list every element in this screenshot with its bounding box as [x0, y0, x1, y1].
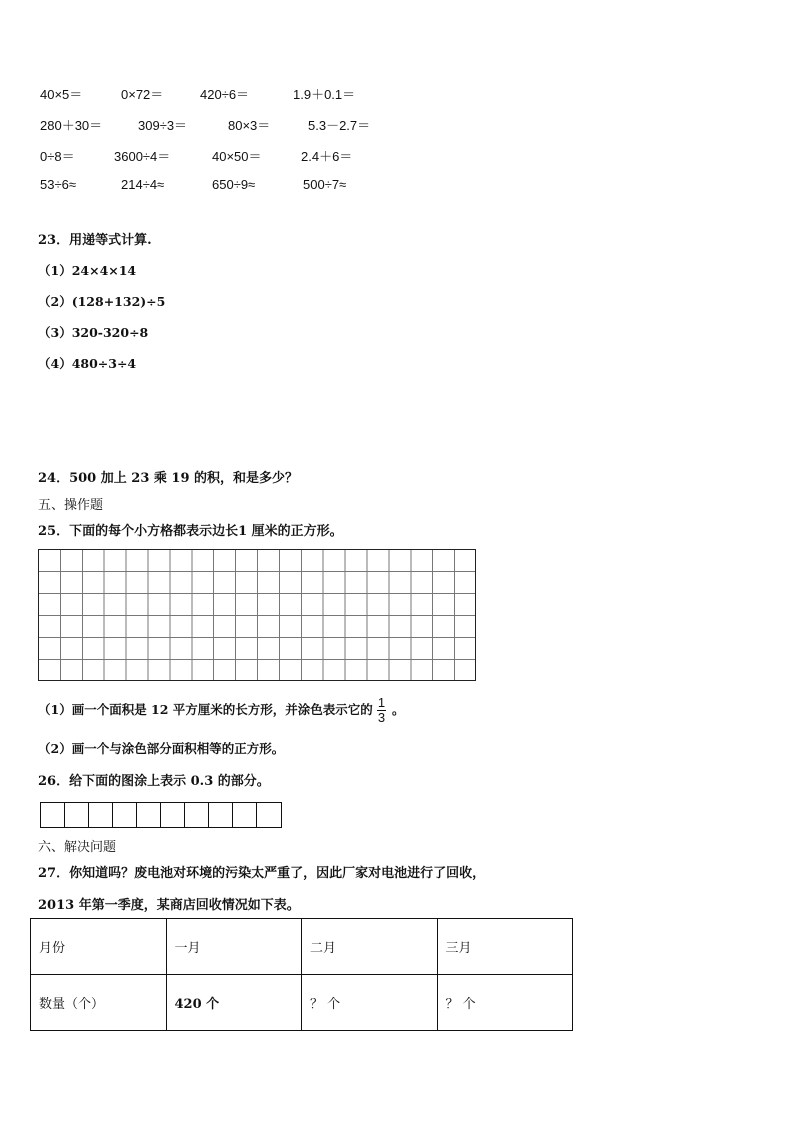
question-26-title: 26．给下面的图涂上表示 0.3 的部分。: [38, 774, 270, 789]
calc-item: 280＋30＝: [40, 118, 103, 133]
recycling-table: [30, 918, 573, 1031]
section-5-heading: 五、操作题: [38, 498, 104, 513]
table-cell: 一月: [166, 919, 302, 975]
question-25-sub-1-text: （1）画一个面积是 12 平方厘米的长方形，并涂色表示它的: [38, 702, 373, 717]
strip-cell[interactable]: [209, 803, 233, 827]
strip-cell[interactable]: [113, 803, 137, 827]
fraction-numerator: 1: [377, 695, 386, 710]
strip-cell[interactable]: [65, 803, 89, 827]
table-cell: 月份: [31, 919, 167, 975]
question-25-sub-1-end: 。: [392, 702, 405, 717]
calc-item: 2.4＋6＝: [301, 149, 353, 164]
calc-item: 40×50＝: [212, 149, 262, 164]
decimal-strip: [40, 802, 282, 828]
strip-cell[interactable]: [89, 803, 113, 827]
table-header-row: [31, 919, 573, 975]
calc-item: 420÷6＝: [200, 87, 250, 102]
strip-cell[interactable]: [233, 803, 257, 827]
calc-item: 309÷3＝: [138, 118, 188, 133]
strip-cell[interactable]: [257, 803, 281, 827]
strip-cell[interactable]: [185, 803, 209, 827]
table-row: [31, 975, 573, 1031]
question-25-title: 25．下面的每个小方格都表示边长1 厘米的正方形。: [38, 524, 343, 539]
calc-item: 214÷4≈: [121, 177, 165, 192]
calc-item: 0×72＝: [121, 87, 164, 102]
question-27-line-1: 27．你知道吗？废电池对环境的污染太严重了，因此厂家对电池进行了回收，: [38, 866, 486, 881]
fraction-denominator: 3: [377, 710, 386, 725]
calc-item: 1.9＋0.1＝: [293, 87, 356, 102]
question-23-item-4: （4）480÷3÷4: [38, 356, 137, 371]
calc-item: 650÷9≈: [212, 177, 256, 192]
calc-item: 53÷6≈: [40, 177, 76, 192]
question-23-item-3: （3）320-320÷8: [38, 325, 149, 340]
calc-item: 3600÷4＝: [114, 149, 171, 164]
table-cell: 数量（个）: [31, 975, 167, 1031]
question-27-line-2: 2013 年第一季度，某商店回收情况如下表。: [38, 898, 300, 913]
question-23-item-2: （2）(128+132)÷5: [38, 294, 166, 309]
question-25-sub-2: （2）画一个与涂色部分面积相等的正方形。: [38, 741, 285, 756]
table-cell: 二月: [302, 919, 438, 975]
calc-item: 5.3－2.7＝: [308, 118, 371, 133]
calc-item: 500÷7≈: [303, 177, 347, 192]
table-cell: ？ 个: [437, 975, 573, 1031]
table-cell: 420 个: [166, 975, 302, 1031]
strip-cell[interactable]: [41, 803, 65, 827]
question-23-item-1: （1）24×4×14: [38, 263, 137, 278]
question-24-title: 24．500 加上 23 乘 19 的积，和是多少？: [38, 471, 299, 486]
table-cell: ？ 个: [302, 975, 438, 1031]
section-6-heading: 六、解决问题: [38, 840, 117, 855]
strip-cell[interactable]: [137, 803, 161, 827]
square-grid[interactable]: [38, 549, 476, 681]
question-23-title: 23．用递等式计算.: [38, 233, 152, 248]
fraction-one-third: [377, 696, 386, 725]
table-cell: 三月: [437, 919, 573, 975]
calc-item: 80×3＝: [228, 118, 271, 133]
calc-item: 0÷8＝: [40, 149, 75, 164]
calc-item: 40×5＝: [40, 87, 83, 102]
question-25-sub-1: [38, 696, 405, 725]
strip-cell[interactable]: [161, 803, 185, 827]
